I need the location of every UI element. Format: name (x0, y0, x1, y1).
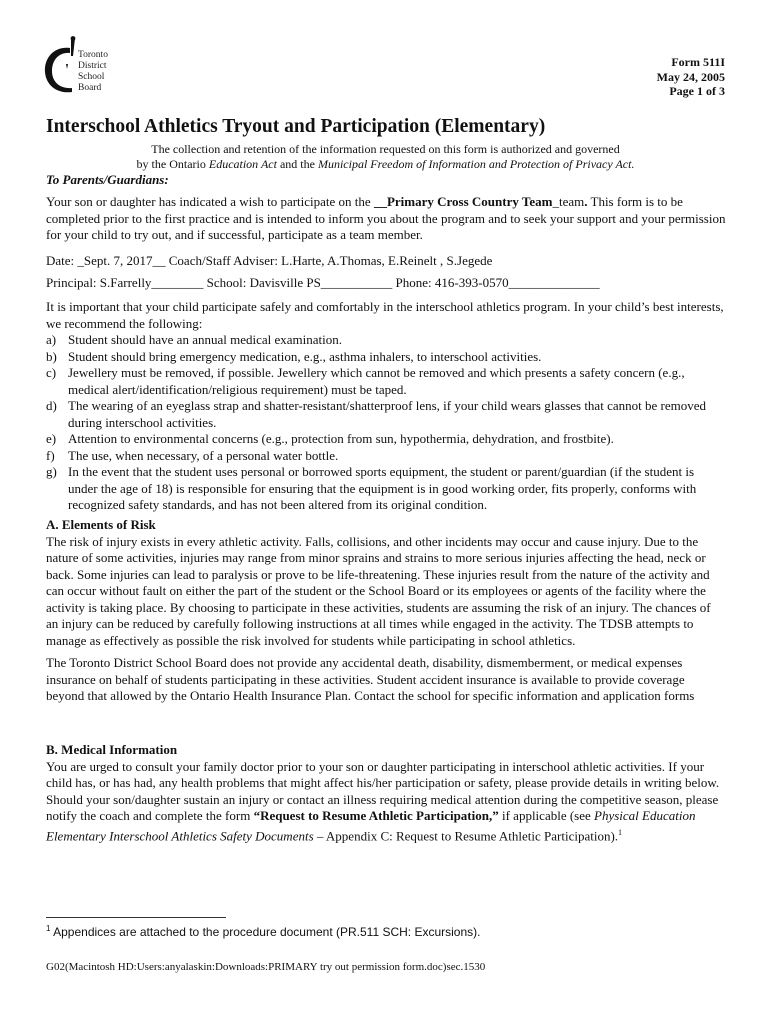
logo-line: District (78, 61, 107, 71)
principal-school-line: Principal: S.Farrelly________ School: Davisville PS___________ Phone: 416-393-0570______________ (46, 274, 600, 290)
privacy-text: by the Ontario (136, 157, 209, 171)
list-item-text: Student should have an annual medical examination. (68, 332, 343, 347)
document-title: Interschool Athletics Tryout and Participation (Elementary) (46, 116, 546, 137)
intro-paragraph-text (46, 194, 726, 244)
form-number: Form 511I (671, 55, 725, 69)
act-name: Municipal Freedom of Information and Protection of Privacy Act. (317, 157, 635, 171)
list-item (46, 365, 726, 398)
section-a-paragraph-1: The risk of injury exists in every athletic activity. Falls, collisions, and other incidents may occur and cause injury. Due to the nature of some activities, injuries may range from minor sprains and strains to more serious injuries affecting the head, neck or back. Some injuries can lead to paralysis or prove to be life-threatening. These injuries result from the nature of the activity and can occur without fault on either the part of the student or the School Board or its employees or agents of the facility where the activity is taking place. By choosing to participate in these activities, students are assuming the risk of an injury. The chances of an injury can be reduced by carefully following instructions at all times while engaged in the activity. The TDSB attempts to manage as effectively as possible the risk involved for students while participating in school athletics. (46, 533, 711, 648)
privacy-line-2 (46, 157, 725, 172)
form-date: May 24, 2005 (656, 69, 725, 84)
footnote-ref: 1 (618, 827, 623, 837)
document-path: G02(Macintosh HD:Users:anyalaskin:Downloads:PRIMARY try out permission form.doc)sec.1530 (46, 961, 486, 973)
list-marker: g) (46, 464, 57, 479)
privacy-notice (46, 142, 725, 172)
safety-list (46, 332, 726, 514)
privacy-text: and the (276, 157, 318, 171)
list-item (46, 464, 726, 514)
logo-line: School (78, 72, 105, 82)
page-label: Page 1 of 3 (669, 84, 725, 98)
intro-paragraph (46, 194, 726, 244)
date-coach-line: Date: _Sept. 7, 2017__ Coach/Staff Adviser: L.Harte, A.Thomas, E.Reinelt , S.Jegede (46, 253, 493, 268)
list-item-text: Attention to environmental concerns (e.g., protection from sun, hypothermia, dehydration, and frostbite). (68, 431, 614, 446)
list-item-text: Jewellery must be removed, if possible. Jewellery which cannot be removed and which presents a safety concern (e.g., medical alert/identification/religious requirement) must be taped. (68, 365, 685, 397)
section-b-paragraph (46, 759, 726, 845)
list-marker: a) (46, 332, 57, 347)
para-period: . (584, 194, 588, 209)
para-text: _team (552, 194, 585, 209)
list-marker: f) (46, 447, 55, 463)
para-text: if applicable (see (498, 808, 595, 823)
section-b-heading: B. Medical Information (46, 742, 178, 757)
section-a (46, 517, 726, 705)
to-parents-label: To Parents/Guardians: (46, 172, 169, 187)
act-name: Education Act (208, 157, 277, 171)
logo-line: Board (78, 83, 102, 93)
list-item-text: The use, when necessary, of a personal water bottle. (68, 447, 339, 463)
para-text: You are urged to consult your family doctor prior to your son or daughter participating in interschool athletic activities. If your child has, or has had, any health problems that might affect his/her participation or safety, please provide details in writing below. Should your son/daughter sustain an injury or contact an illness requiring medical attention during the competitive season, please notify the coach and complete the form (46, 758, 720, 823)
to-parents-heading (46, 172, 726, 189)
privacy-line-1: The collection and retention of the information requested on this form is authorized and governed (151, 142, 620, 156)
section-b (46, 742, 726, 844)
safety-intro: It is important that your child participate safely and comfortably in the interschool athletics program. In your child’s best interests, we recommend the following: (46, 299, 724, 331)
footnote (46, 924, 480, 939)
form-name: “Request to Resume Athletic Participation,” (253, 808, 499, 823)
tdsb-logo-icon (42, 36, 82, 96)
list-marker: c) (46, 365, 57, 380)
list-item (46, 431, 726, 448)
team-name: __Primary Cross Country Team (373, 194, 553, 209)
list-item (46, 398, 726, 431)
tdsb-logo (42, 36, 162, 96)
list-marker: b) (46, 348, 57, 364)
form-meta (657, 55, 725, 99)
para-text: Your son or daughter has indicated a wish to participate on the (46, 194, 374, 209)
section-a-heading: A. Elements of Risk (46, 517, 156, 532)
safety-section (46, 299, 726, 514)
list-item-text: In the event that the student uses personal or borrowed sports equipment, the student or parent/guardian (if the student is under the age of 18) is responsible for ensuring that the equipment is in good working order, fits properly, conforms with recognized safety standards, and has not been altered from its original condition. (68, 464, 697, 512)
logo-line: Toronto (78, 50, 108, 60)
section-a-paragraph-2: The Toronto District School Board does not provide any accidental death, disability, dismemberment, or medical expenses insurance on behalf of students participating in these activities. Student accident insurance is available to provide coverage beyond that allowed by the Ontario Health Insurance Plan. Contact the school for specific information and application forms (46, 655, 695, 703)
para-text: This form is to be completed prior to the first practice and is intended to inform you about the program and to seek your support and your permission for your child to try out, and if successful, participate as a team member. (46, 194, 726, 242)
logo-wordmark (78, 50, 108, 94)
list-marker: d) (46, 398, 57, 413)
footnote-divider (46, 917, 226, 918)
footnote-mark: 1 (46, 924, 51, 933)
list-item-text: The wearing of an eyeglass strap and shatter-resistant/shatterproof lens, if your child wears glasses that cannot be removed during interschool activities. (68, 398, 706, 430)
list-item (46, 332, 726, 349)
details-block (46, 253, 726, 291)
document-name: Physical Education Elementary Interschool Athletics Safety Documents (46, 808, 696, 843)
list-item (46, 448, 726, 465)
list-marker: e) (46, 431, 57, 446)
list-item (46, 349, 726, 366)
para-text: – Appendix C: Request to Resume Athletic Participation). (313, 827, 619, 843)
list-item-text: Student should bring emergency medication, e.g., asthma inhalers, to interschool activities. (68, 348, 542, 364)
footnote-text: Appendices are attached to the procedure document (PR.511 SCH: Excursions). (50, 925, 481, 939)
